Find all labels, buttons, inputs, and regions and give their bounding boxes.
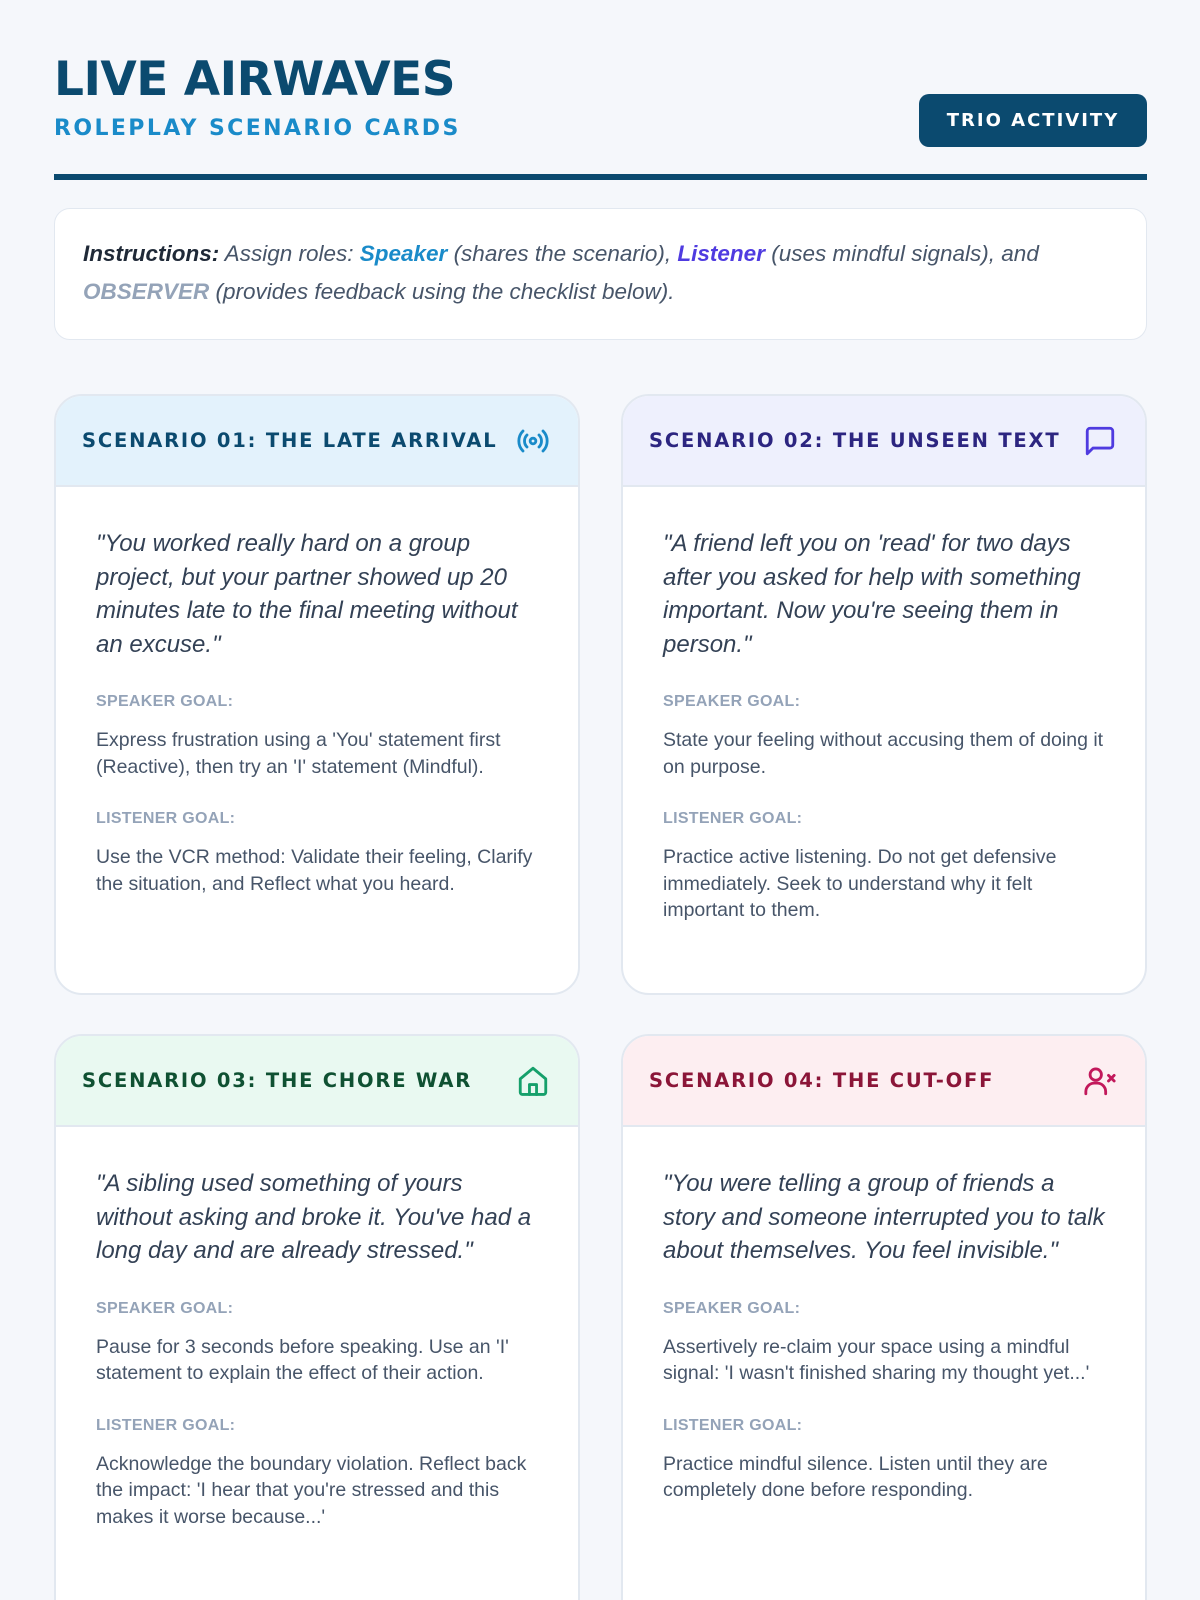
scenario-card-body	[56, 1127, 578, 1530]
scenario-quote: "You were telling a group of friends a story and someone interrupted you to talk about themselves. You feel invisible."	[663, 1170, 1105, 1264]
role-speaker: Speaker	[359, 241, 448, 266]
speaker-goal-text: Pause for 3 seconds before speaking. Use an 'I' statement to explain the effect of their action.	[96, 1335, 509, 1384]
scenario-card-header	[56, 1036, 578, 1127]
home-icon	[516, 1064, 550, 1098]
scenario-title: SCENARIO 01: THE LATE ARRIVAL	[82, 429, 498, 452]
speaker-goal-text: Express frustration using a 'You' statement first (Reactive), then try an 'I' statement (Mindful).	[96, 729, 501, 778]
listener-goal-text: Acknowledge the boundary violation. Reflect back the impact: 'I hear that you're stressed and this makes it worse because...'	[96, 1452, 527, 1528]
instructions-text-3: (uses mindful signals), and	[764, 241, 1039, 266]
scenario-card-header	[623, 1036, 1145, 1127]
scenario-quote: "A friend left you on 'read' for two days after you asked for help with something important. Now you're seeing them in person."	[663, 530, 1081, 658]
scenario-card-body	[623, 487, 1145, 924]
listener-goal-label: LISTENER GOAL:	[96, 810, 236, 827]
instructions-text-4: (provides feedback using the checklist below).	[209, 279, 675, 304]
scenario-title: SCENARIO 03: THE CHORE WAR	[82, 1069, 473, 1092]
scenario-card-body	[623, 1127, 1145, 1504]
listener-goal-text: Practice active listening. Do not get defensive immediately. Seek to understand why it felt important to them.	[663, 846, 1057, 921]
role-listener: Listener	[677, 241, 765, 266]
speaker-goal-label: SPEAKER GOAL:	[96, 693, 234, 710]
message-square-icon	[1083, 424, 1117, 458]
worksheet-page	[54, 0, 1147, 1528]
instructions-box	[54, 208, 1147, 340]
scenario-card-01	[54, 394, 580, 995]
listener-goal-label: LISTENER GOAL:	[96, 1416, 236, 1434]
page-title: LIVE AIRWAVES	[54, 52, 456, 107]
page-subtitle: ROLEPLAY SCENARIO CARDS	[54, 116, 461, 141]
scenario-card-header	[623, 396, 1145, 487]
header-divider	[54, 174, 1147, 180]
speaker-goal-label: SPEAKER GOAL:	[96, 1299, 234, 1317]
scenario-card-02	[621, 394, 1147, 995]
scenario-card-04	[621, 1034, 1147, 1600]
listener-goal-label: LISTENER GOAL:	[663, 1416, 803, 1434]
speaker-goal-label: SPEAKER GOAL:	[663, 693, 801, 710]
listener-goal-label: LISTENER GOAL:	[663, 810, 803, 827]
speaker-goal-label: SPEAKER GOAL:	[663, 1299, 801, 1317]
scenario-title: SCENARIO 04: THE CUT-OFF	[649, 1069, 995, 1092]
scenario-card-header	[56, 396, 578, 487]
instructions-label: Instructions:	[83, 241, 220, 266]
header	[54, 0, 1147, 182]
activity-badge: TRIO ACTIVITY	[919, 94, 1147, 147]
scenario-quote: "A sibling used something of yours without asking and broke it. You've had a long day and are already stressed."	[96, 1170, 532, 1264]
instructions-text-1: Assign roles:	[219, 241, 360, 266]
listener-goal-text: Use the VCR method: Validate their feeling, Clarify the situation, and Reflect what you heard.	[96, 846, 533, 895]
instructions-text-2: (shares the scenario),	[447, 241, 678, 266]
scenario-title: SCENARIO 02: THE UNSEEN TEXT	[649, 429, 1061, 452]
listener-goal-text: Practice mindful silence. Listen until they are completely done before responding.	[663, 1452, 1048, 1501]
speaker-goal-text: Assertively re-claim your space using a mindful signal: 'I wasn't finished sharing my thought yet...'	[663, 1335, 1090, 1384]
radio-broadcast-icon	[516, 424, 550, 458]
scenario-quote: "You worked really hard on a group project, but your partner showed up 20 minutes late to the final meeting without an excuse."	[96, 530, 518, 658]
speaker-goal-text: State your feeling without accusing them of doing it on purpose.	[663, 729, 1104, 778]
role-observer: OBSERVER	[83, 279, 210, 304]
scenario-card-03	[54, 1034, 580, 1600]
user-x-icon	[1083, 1064, 1117, 1098]
scenario-card-body	[56, 487, 578, 897]
